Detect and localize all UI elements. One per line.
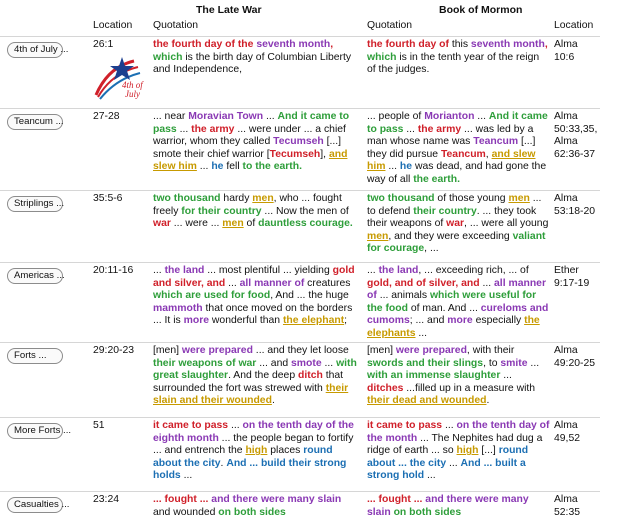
quote-segment: dauntless courage. (258, 218, 353, 230)
late-war-location: 29:20-23 (93, 345, 135, 356)
quote-segment: ... and they let loose (252, 345, 349, 356)
quote-segment: men (222, 218, 244, 230)
quote-segment: he (399, 161, 413, 173)
late-war-quotation (153, 420, 358, 483)
quote-segment: , (330, 39, 334, 50)
quote-segment: the fourth day of (367, 39, 452, 50)
quote-segment: the army (417, 123, 462, 135)
quote-segment: , with their (466, 345, 515, 356)
quote-segment: . And the deep (228, 370, 298, 382)
quote-segment: is the birth day of Columbian Liberty and Independence, (153, 51, 352, 76)
quote-segment: round about ... the city (367, 445, 529, 469)
quote-segment: gold (367, 277, 389, 289)
late-war-quotation (153, 193, 358, 231)
quote-segment: round about the city (153, 445, 333, 469)
quote-segment: ... animals (376, 290, 430, 302)
quote-segment: ... were ... (170, 218, 223, 230)
quote-segment: ... (403, 123, 418, 135)
july-icon-text: 4th of (122, 80, 143, 90)
table-row (0, 262, 600, 342)
late-war-quotation (153, 494, 358, 519)
quote-segment: ... was led by a man whose name was (367, 123, 534, 148)
row-button[interactable]: Americas ... (7, 268, 63, 284)
quote-segment: this (451, 39, 471, 50)
quote-segment: ... (446, 457, 461, 469)
quote-segment: , (544, 39, 548, 50)
quote-segment: war (446, 218, 465, 230)
late-war-location: 51 (93, 420, 105, 431)
quote-segment: gold (332, 265, 355, 276)
quote-segment: the elephants (367, 315, 540, 339)
quote-segment: ... (367, 265, 379, 276)
quote-segment: their dead and wounded (367, 395, 487, 407)
quote-segment: Teancum (473, 136, 519, 148)
book-of-mormon-location: Alma 49:20-25 (554, 345, 596, 369)
row-button[interactable]: More Forts ... (7, 423, 63, 439)
quote-segment: ... people of (367, 111, 425, 122)
book-of-mormon-quotation (367, 494, 550, 519)
quote-segment: ... The Nephites had dug a ridge of earth ... so (367, 432, 543, 457)
late-war-title: The Late War (196, 4, 262, 16)
row-button[interactable]: Forts ... (7, 348, 63, 364)
quote-segment: [...] they did pursue (367, 136, 536, 160)
row-button[interactable]: Teancum ... (7, 114, 63, 130)
quote-segment: ; ... and (409, 315, 448, 327)
book-of-mormon-quotation (367, 39, 550, 77)
quote-segment: ... (180, 470, 193, 482)
late-war-quotation (153, 39, 358, 77)
quote-segment: ... (196, 161, 212, 173)
quote-segment: ], (320, 148, 329, 160)
quote-segment: [men] (153, 345, 182, 356)
quote-segment: on the tenth day of the month (367, 420, 550, 444)
quote-segment: ... (153, 265, 165, 276)
quote-segment: And it came to pass (367, 111, 548, 135)
quote-segment: Teancum (440, 148, 486, 160)
quote-segment: [...] (478, 445, 499, 457)
row-button[interactable]: Striplings ... (7, 196, 63, 212)
quote-segment: . (220, 457, 227, 469)
quote-segment: were prepared (181, 345, 253, 356)
quote-segment: ... (500, 370, 512, 382)
row-button[interactable]: 4th of July ... (7, 42, 63, 58)
late-war-location: 23:24 (93, 494, 120, 505)
quote-segment: [...] smote their chief warrior [ (153, 136, 342, 160)
quote-segment: high (245, 445, 268, 457)
quote-segment: . (271, 395, 275, 407)
quote-segment: [men] (367, 345, 396, 356)
table-row (0, 36, 600, 108)
table-row (0, 491, 600, 520)
quote-segment: seventh month (470, 39, 545, 50)
quote-segment: valiant for courage (367, 230, 546, 255)
quote-segment: And it came to pass (153, 111, 350, 135)
quote-segment: ... (321, 357, 337, 369)
location-left-header: Location (93, 20, 133, 31)
quote-segment: their country (413, 205, 477, 217)
book-of-mormon-location: Alma 50:33,35, Alma 62:36-37 (554, 111, 598, 160)
quote-segment: the land (378, 265, 419, 276)
quote-segment: and slew him (153, 148, 348, 173)
book-of-mormon-location: Alma 10:6 (554, 39, 578, 63)
quote-segment: ... Now the men of (261, 205, 349, 217)
quote-segment: it came to pass (153, 420, 229, 431)
quote-segment: especially (472, 315, 525, 327)
quote-segment: ... and (256, 357, 292, 369)
late-war-location: 35:5-6 (93, 193, 123, 204)
quote-segment: , And ... the huge (270, 290, 349, 302)
quotation-right-header: Quotation (367, 20, 413, 31)
quote-segment: , (485, 148, 492, 160)
quote-segment: which were useful for the food (367, 290, 537, 314)
quote-segment: that surrounded the fort was strewed with (153, 370, 344, 394)
quote-segment: of (243, 218, 259, 230)
table-row (0, 108, 600, 190)
quote-segment: of those young (434, 193, 509, 204)
quote-segment: swords and their slings (367, 357, 484, 369)
table-row (0, 342, 600, 417)
quote-segment: places (267, 445, 304, 457)
quote-segment: cureloms and cumoms (367, 302, 549, 327)
quote-segment: and slew him (367, 148, 536, 173)
quote-segment: the army (191, 123, 235, 135)
quote-segment: all manner of (239, 277, 305, 289)
quote-segment: hardy (220, 193, 253, 204)
quote-segment: of man. And ... (407, 302, 481, 314)
book-of-mormon-title: Book of Mormon (439, 4, 523, 16)
quote-segment: smite (500, 357, 528, 369)
quote-segment: ... fought ... (367, 494, 426, 505)
book-of-mormon-quotation (367, 345, 550, 408)
quote-segment: men (367, 230, 389, 242)
late-war-quotation (153, 265, 358, 328)
quote-segment: , who ... fought freely (153, 193, 342, 217)
quote-segment: ... (474, 111, 489, 122)
quote-segment: creatures (304, 277, 351, 289)
location-right-header: Location (554, 20, 594, 31)
quote-segment: and there were many slain (367, 494, 529, 518)
july-icon-text: July (125, 89, 140, 99)
quote-segment: to the earth. (242, 161, 302, 173)
quote-segment: their slain and their wounded (153, 382, 349, 407)
quote-segment: And ... build their strong holds (153, 457, 347, 482)
quote-segment: and silver, and (153, 277, 226, 289)
quote-segment: ... fought ... (153, 494, 212, 505)
quote-segment: the earth. (413, 173, 460, 185)
quote-segment: ... to defend (367, 193, 542, 217)
quote-segment: , ... exceeding rich, ... of (418, 265, 529, 276)
quote-segment: ... (225, 277, 240, 289)
quote-segment: fell (223, 161, 243, 173)
late-war-quotation (153, 111, 358, 174)
quotation-left-header: Quotation (153, 20, 199, 31)
book-of-mormon-location: Alma 52:35 (554, 494, 581, 518)
late-war-location: 26:1 (93, 39, 114, 50)
quote-segment: wonderful than (209, 315, 283, 327)
quote-segment: ... the people began to fortify ... and entrench the (153, 432, 354, 457)
quote-segment: . ... they took their weapons of (367, 205, 537, 230)
quote-segment: two thousand (367, 193, 435, 204)
quote-segment: ... were under ... a chief warrior, whom they called (153, 123, 346, 148)
quote-segment: , and of silver, and (388, 277, 480, 289)
quote-segment: the fourth day of the (153, 39, 257, 50)
quote-segment: ; (344, 315, 348, 327)
quote-segment: all manner of (367, 277, 547, 302)
quote-segment: , to (483, 357, 501, 369)
quote-segment: ... (442, 420, 457, 431)
row-button[interactable]: Casualties ... (7, 497, 63, 513)
quote-segment: ... (527, 357, 540, 369)
quote-segment: And ... built a strong hold (367, 457, 526, 482)
quote-segment: on both sides (218, 506, 286, 518)
quote-segment: high (456, 445, 479, 457)
book-of-mormon-location: Alma 49,52 (554, 420, 581, 444)
quote-segment: the land (164, 265, 205, 276)
quote-segment: with an immense slaughter (367, 370, 501, 382)
quote-segment: men (252, 193, 274, 204)
quote-segment: Tecumseh (269, 148, 321, 160)
late-war-quotation (153, 345, 358, 408)
quote-segment: ... (479, 277, 495, 289)
quote-segment: on the tenth day of the eighth month (153, 420, 354, 444)
quote-segment: that once moved on the borders ... It is (153, 302, 353, 327)
table-row (0, 190, 600, 262)
quote-segment: ... (424, 470, 436, 482)
fourth-of-july-star-icon (94, 55, 144, 99)
quote-segment: . (486, 395, 490, 407)
quote-segment: on both sides (393, 506, 462, 518)
quote-segment: Moravian Town (188, 111, 264, 122)
book-of-mormon-location: Ether 9:17-19 (554, 265, 590, 289)
quote-segment: their weapons of war (153, 357, 257, 369)
quote-segment: which (153, 51, 183, 63)
quote-segment: , ... (424, 243, 439, 255)
quote-segment: and there were many slain (211, 494, 342, 505)
book-of-mormon-quotation (367, 265, 550, 341)
quote-segment: ...filled up in a measure with (403, 382, 536, 394)
quote-segment: smote (291, 357, 322, 369)
quote-segment: ... near (153, 111, 189, 122)
quote-segment: ... (415, 327, 428, 339)
quote-segment: the elephant (282, 315, 345, 327)
quote-segment: and wounded (153, 506, 219, 518)
quote-segment: which (367, 51, 397, 63)
book-of-mormon-location: Alma 53:18-20 (554, 193, 596, 217)
quote-segment: ... most plentiful ... yielding (204, 265, 333, 276)
quote-segment: is in the tenth year of the reign of the judges. (367, 51, 540, 76)
quote-segment: ... (176, 123, 192, 135)
quote-segment: he (211, 161, 224, 173)
quote-segment: were prepared (395, 345, 467, 356)
quote-segment: ... (263, 111, 278, 122)
quote-segment: Tecumseh (273, 136, 324, 148)
quote-segment: ditch (298, 370, 323, 382)
quote-segment: more (183, 315, 210, 327)
quote-segment: two thousand (153, 193, 221, 204)
late-war-location: 20:11-16 (93, 265, 134, 276)
quote-segment: ... (228, 420, 243, 431)
quote-segment: seventh month (256, 39, 331, 50)
quote-segment: which are used for food (153, 290, 271, 302)
quote-segment: , and they were exceeding (388, 230, 513, 242)
book-of-mormon-quotation (367, 111, 550, 187)
quote-segment: men (508, 193, 530, 204)
quote-segment: with great slaughter (153, 357, 357, 382)
book-of-mormon-quotation (367, 193, 550, 256)
late-war-location: 27-28 (93, 111, 120, 122)
quote-segment: was dead, and had gone the way of all (367, 161, 547, 185)
quote-segment: , ... were all young (464, 218, 549, 230)
quote-segment: ... (385, 161, 400, 173)
quote-segment: ditches (367, 382, 404, 394)
quote-segment: it came to pass (367, 420, 443, 431)
quote-segment: mammoth (153, 302, 203, 314)
quote-segment: Morianton (424, 111, 475, 122)
quote-segment: more (447, 315, 473, 327)
quote-segment: for their country (181, 205, 262, 217)
quote-segment: war (153, 218, 171, 230)
book-of-mormon-quotation (367, 420, 550, 483)
table-row (0, 417, 600, 491)
